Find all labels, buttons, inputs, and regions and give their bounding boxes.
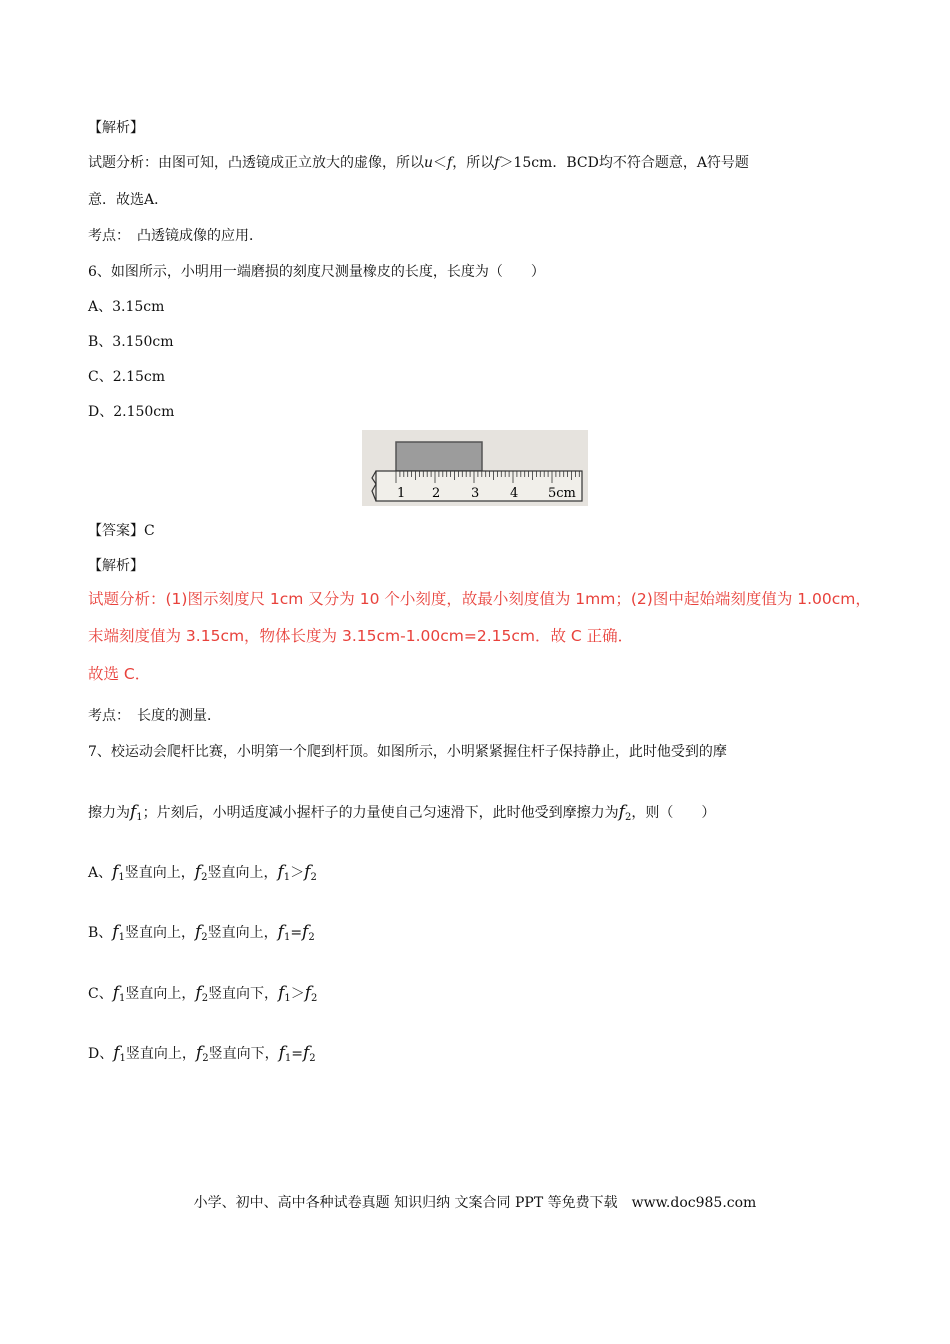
q6-option-a: A、3.15cm [88, 299, 165, 315]
ruler-label-5cm: 5cm [548, 486, 576, 501]
q7-option-b: B、$f_1$竖直向上，$f_2$竖直向上，$f_1=f_2$ [88, 922, 315, 943]
ruler-label-4: 4 [510, 486, 519, 501]
ruler-figure [362, 430, 588, 506]
q6-answer: 【答案】C [88, 523, 155, 539]
q6-analysis-red-line3: 故选 C． [88, 665, 151, 683]
analysis-heading: 【解析】 [88, 120, 144, 136]
q6-option-d: D、2.150cm [88, 404, 175, 420]
ruler-label-2: 2 [432, 486, 441, 501]
q7-stem-line1: 7、校运动会爬杆比赛，小明第一个爬到杆顶。如图所示，小明紧紧握住杆子保持静止，此时他受到的摩 [88, 744, 727, 760]
q6-option-b: B、3.150cm [88, 334, 174, 350]
q7-option-d: D、$f_1$竖直向上，$f_2$竖直向下，$f_1=f_2$ [88, 1043, 316, 1064]
q6-stem: 6、如图所示，小明用一端磨损的刻度尺测量橡皮的长度，长度为（ ） [88, 264, 545, 280]
q6-option-c: C、2.15cm [88, 369, 165, 385]
q7-option-c: C、$f_1$竖直向上，$f_2$竖直向下，$f_1>f_2$ [88, 983, 318, 1004]
q7-stem-line2: 擦力为$f_1$；片刻后，小明适度减小握杆子的力量使自己匀速滑下，此时他受到摩擦力为$f_2$，则（ ） [88, 802, 716, 823]
ruler-label-1: 1 [397, 486, 406, 501]
ruler-label-3: 3 [471, 486, 480, 501]
kaodian-length: 考点： 长度的测量． [88, 708, 221, 724]
page-footer: 小学、初中、高中各种试卷真题 知识归纳 文案合同 PPT 等免费下载 www.doc985.com [193, 1195, 757, 1211]
q7-option-a: A、$f_1$竖直向上，$f_2$竖直向上，$f_1>f_2$ [88, 862, 317, 883]
q6-analysis-red-line1: 试题分析：(1)图示刻度尺 1cm 又分为 10 个小刻度，故最小刻度值为 1mm；(2)图中起始端刻度值为 1.00cm， [88, 590, 871, 608]
eraser-block [396, 442, 482, 471]
analysis-text-line2: 意．故选A． [88, 192, 169, 208]
analysis-text-line1: 试题分析：由图可知，凸透镜成正立放大的虚像，所以u＜f，所以f＞15cm．BCD均不符合题意，A符号题 [88, 155, 749, 171]
q6-analysis-red-line2: 末端刻度值为 3.15cm，物体长度为 3.15cm-1.00cm=2.15cm．故 C 正确． [88, 627, 634, 645]
q6-analysis-heading: 【解析】 [88, 558, 144, 574]
kaodian-lens: 考点： 凸透镜成像的应用． [88, 228, 263, 244]
